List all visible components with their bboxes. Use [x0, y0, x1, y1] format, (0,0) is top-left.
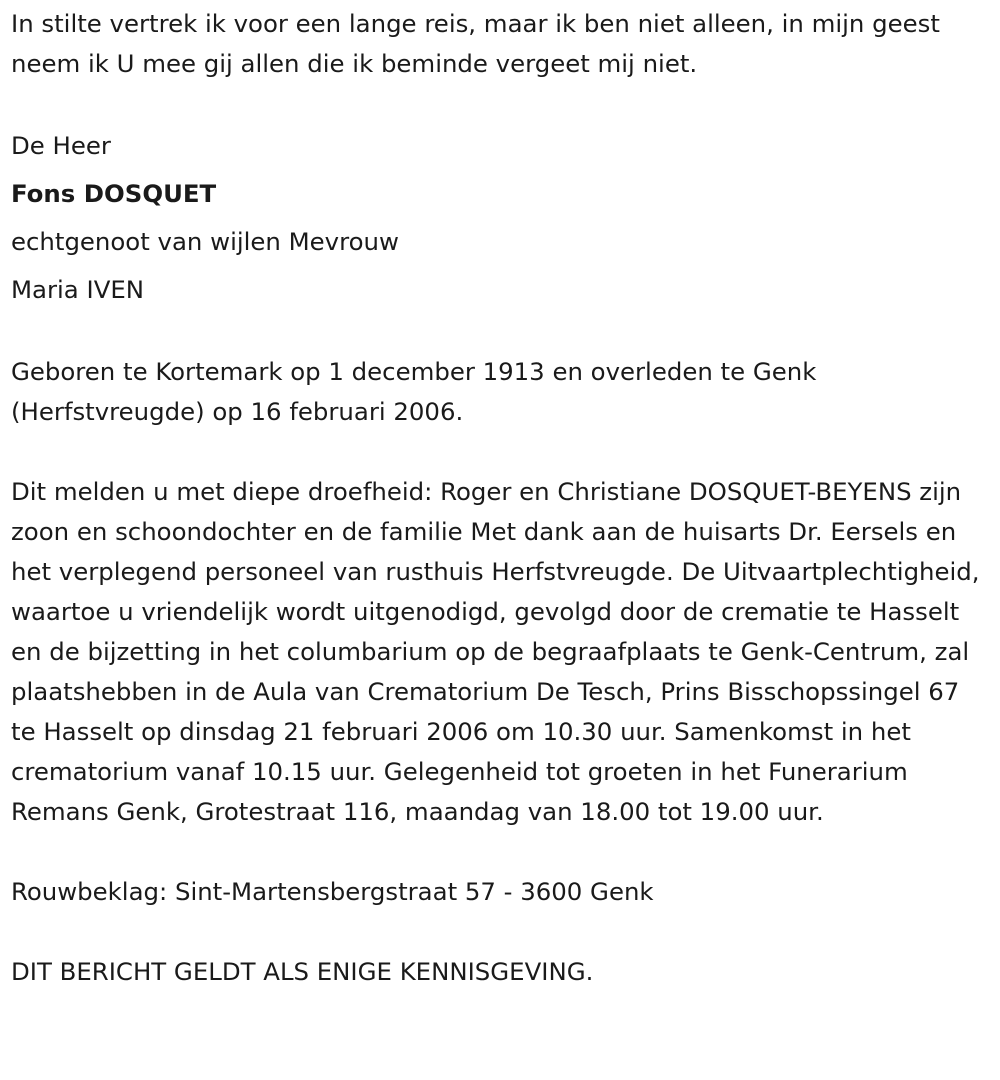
condolence-address: Rouwbeklag: Sint-Martensbergstraat 57 - 3600 Genk	[11, 877, 654, 906]
announcement-text: Dit melden u met diepe droefheid: Roger en Christiane DOSQUET-BEYENS zijn zoon en schoondochter en de familie Met dank aan de huisarts Dr. Eersels en het verplegend personeel van rusthuis Herfstvreugde. De Uitvaartplechtigheid, waartoe u vriendelijk wordt uitgenodigd, gevolgd door de crematie te Hasselt en de bijzetting in het columbarium op de begraafplaats te Genk-Centrum, zal plaatshebben in de Aula van Crematorium De Tesch, Prins Bisschopssingel 67 te Hasselt op dinsdag 21 februari 2006 om 10.30 uur. Samenkomst in het crematorium vanaf 10.15 uur. Gelegenheid tot groeten in het Funerarium Remans Genk, Grotestraat 116, maandag van 18.00 tot 19.00 uur.	[11, 477, 980, 826]
closing-statement: DIT BERICHT GELDT ALS ENIGE KENNISGEVING.	[11, 957, 594, 986]
intro-verse: In stilte vertrek ik voor een lange reis, maar ik ben niet alleen, in mijn geest neem ik U mee gij allen die ik beminde vergeet mij niet.	[11, 9, 940, 78]
spouse-name: Maria IVEN	[11, 275, 145, 304]
spouse-line: echtgenoot van wijlen Mevrouw	[11, 227, 399, 256]
birth-death-text: Geboren te Kortemark op 1 december 1913 en overleden te Genk (Herfstvreugde) op 16 februari 2006.	[11, 357, 817, 426]
deceased-block	[11, 122, 986, 314]
salutation: De Heer	[11, 131, 111, 160]
obituary-notice	[11, 4, 986, 992]
deceased-name: Fons DOSQUET	[11, 179, 217, 208]
